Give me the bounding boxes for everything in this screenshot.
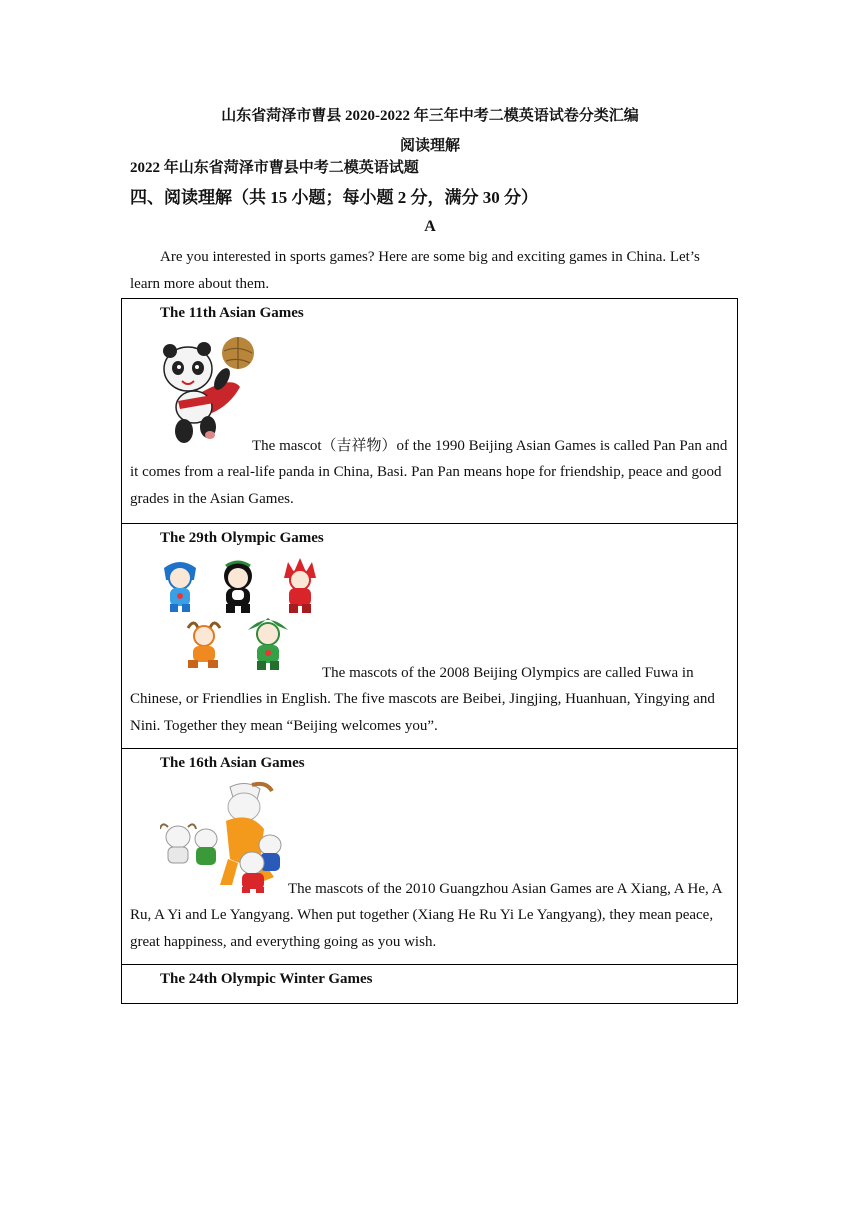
table-row: [122, 524, 737, 749]
passage-letter: A: [424, 218, 436, 235]
table-row: [122, 965, 737, 1003]
game-description-line1: The mascot（吉祥物）of the 1990 Beijing Asian Games is called Pan Pan and: [252, 438, 728, 454]
game-description-line1: The mascots of the 2010 Guangzhou Asian Games are A Xiang, A He, A: [288, 881, 723, 897]
table-row: [122, 299, 737, 524]
game-title: The 11th Asian Games: [160, 305, 304, 321]
game-description-line1: The mascots of the 2008 Beijing Olympics are called Fuwa in: [322, 665, 694, 681]
table-row: [122, 749, 737, 965]
exam-title: 2022 年山东省菏泽市曹县中考二模英语试题: [130, 160, 419, 176]
main-title: 山东省菏泽市曹县 2020-2022 年三年中考二模英语试卷分类汇编: [221, 108, 639, 124]
game-description: it comes from a real-life panda in China, Basi. Pan Pan means hope for friendship, peace and good grades in the Asian Games.: [130, 464, 722, 507]
intro-paragraph: Are you interested in sports games? Here are some big and exciting games in China. Let’s learn more about them.: [130, 249, 700, 292]
goat-mascots-image: [160, 781, 290, 893]
game-description: Ru, A Yi and Le Yangyang. When put together (Xiang He Ru Yi Le Yangyang), they mean peace, great happiness, and everything going as you wish.: [130, 907, 714, 950]
fuwa-mascots-image: [160, 558, 325, 678]
subject-title: 阅读理解: [399, 138, 460, 154]
game-description: Chinese, or Friendlies in English. The five mascots are Beibei, Jingjing, Huanhuan, Yingying and Nini. Together they mean “Beijing welcomes you”.: [130, 691, 715, 734]
game-title: The 24th Olympic Winter Games: [160, 971, 373, 987]
games-table: [121, 298, 738, 1004]
game-title: The 16th Asian Games: [160, 755, 305, 771]
game-title: The 29th Olympic Games: [160, 530, 324, 546]
panpan-mascot-image: [160, 335, 255, 447]
section-heading: 四、阅读理解（共 15 小题；每小题 2 分，满分 30 分）: [130, 188, 538, 207]
